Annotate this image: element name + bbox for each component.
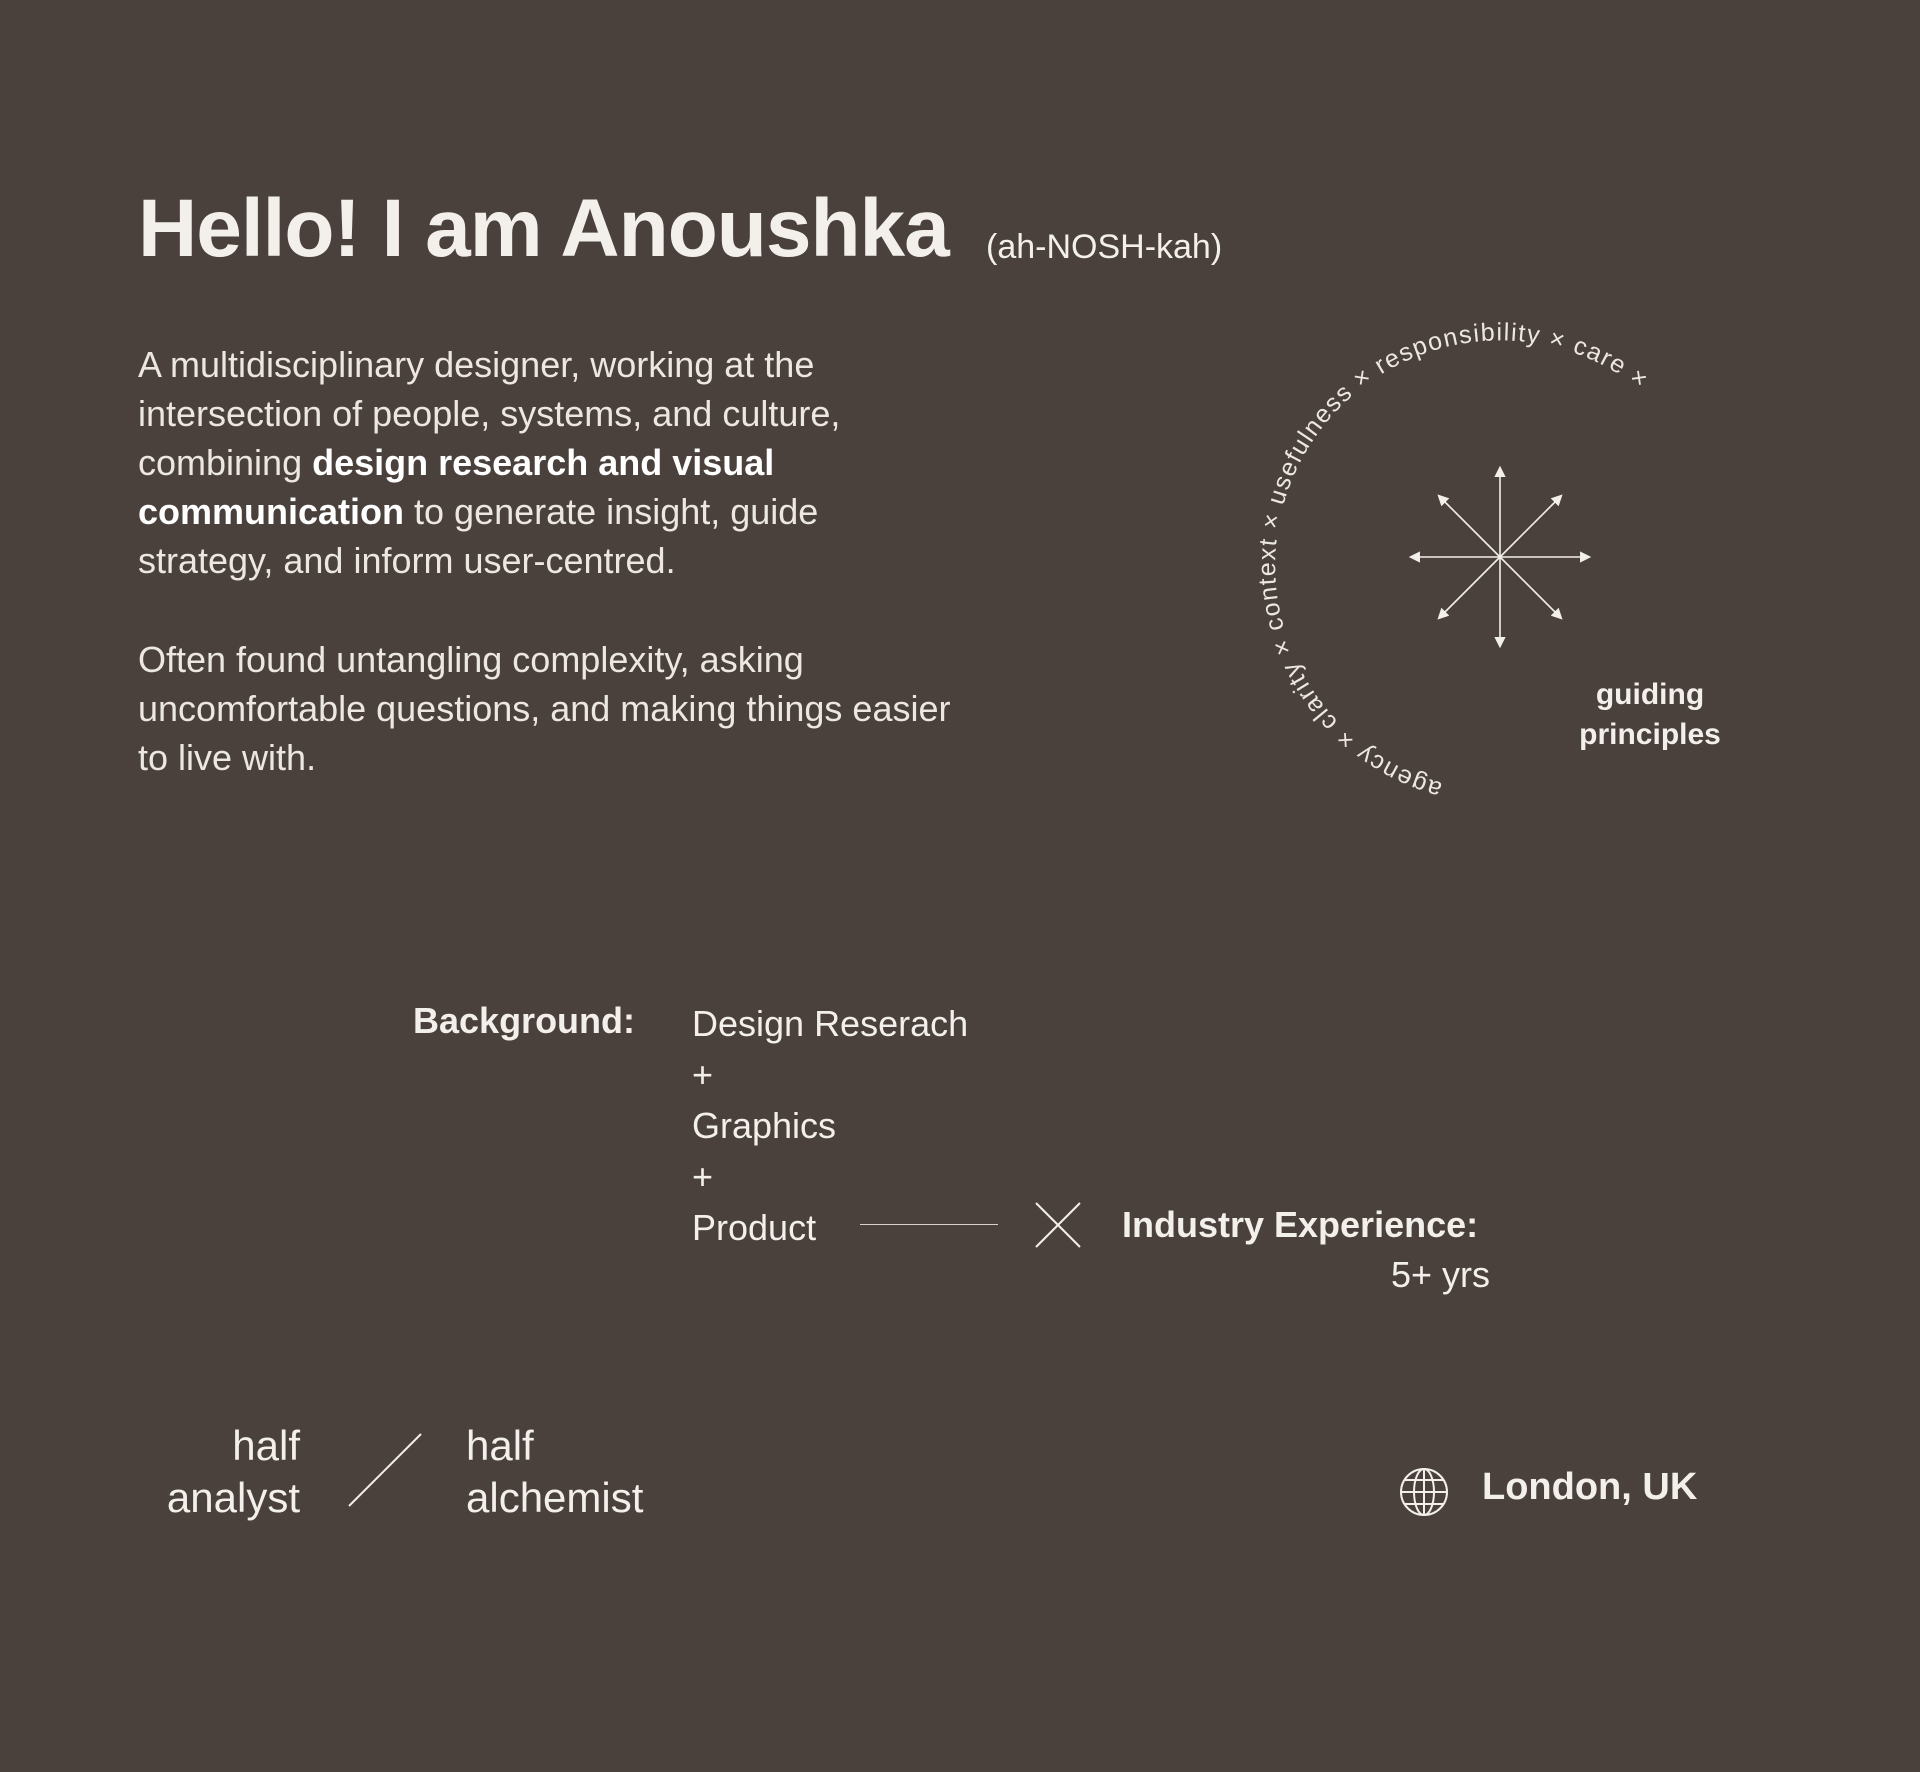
guiding-principles-label: guiding principles xyxy=(1579,678,1721,751)
background-item: + xyxy=(692,1054,714,1095)
background-item: Graphics xyxy=(692,1105,837,1146)
background-list xyxy=(692,998,968,1253)
industry-experience-label: Industry Experience: xyxy=(1122,1204,1479,1245)
background-item: Product xyxy=(692,1207,817,1248)
principles-ring-text: agency × clarity × context × usefulness × responsibility × care × xyxy=(1253,318,1655,805)
identity-right: half alchemist xyxy=(466,1422,644,1521)
slash-divider xyxy=(345,1430,425,1510)
intro-paragraph: A multidisciplinary designer, working at the intersection of people, systems, and culture, combining design research and visual communication to generate insight, guide strategy, and inform user-centred. xyxy=(138,344,841,581)
background-item: Design Reserach xyxy=(692,1003,969,1044)
pronunciation: (ah-NOSH-kah) xyxy=(986,228,1223,266)
background-label: Background: xyxy=(413,1000,636,1041)
compass-arrows-icon xyxy=(1411,468,1589,646)
intro-paragraph-2: Often found untangling complexity, asking uncomfortable questions, and making things easier to live with. xyxy=(138,639,951,778)
location-text: London, UK xyxy=(1482,1466,1698,1508)
connector-line xyxy=(860,1224,998,1225)
industry-experience-value: 5+ yrs xyxy=(1390,1254,1490,1295)
globe-icon xyxy=(1398,1466,1450,1518)
intro-emphasis: design research and visual communication xyxy=(138,442,775,532)
identity-left: half analyst xyxy=(166,1422,300,1521)
page-title: Hello! I am Anoushka xyxy=(138,183,949,274)
background-item: + xyxy=(692,1156,714,1197)
cross-icon xyxy=(1033,1200,1083,1250)
